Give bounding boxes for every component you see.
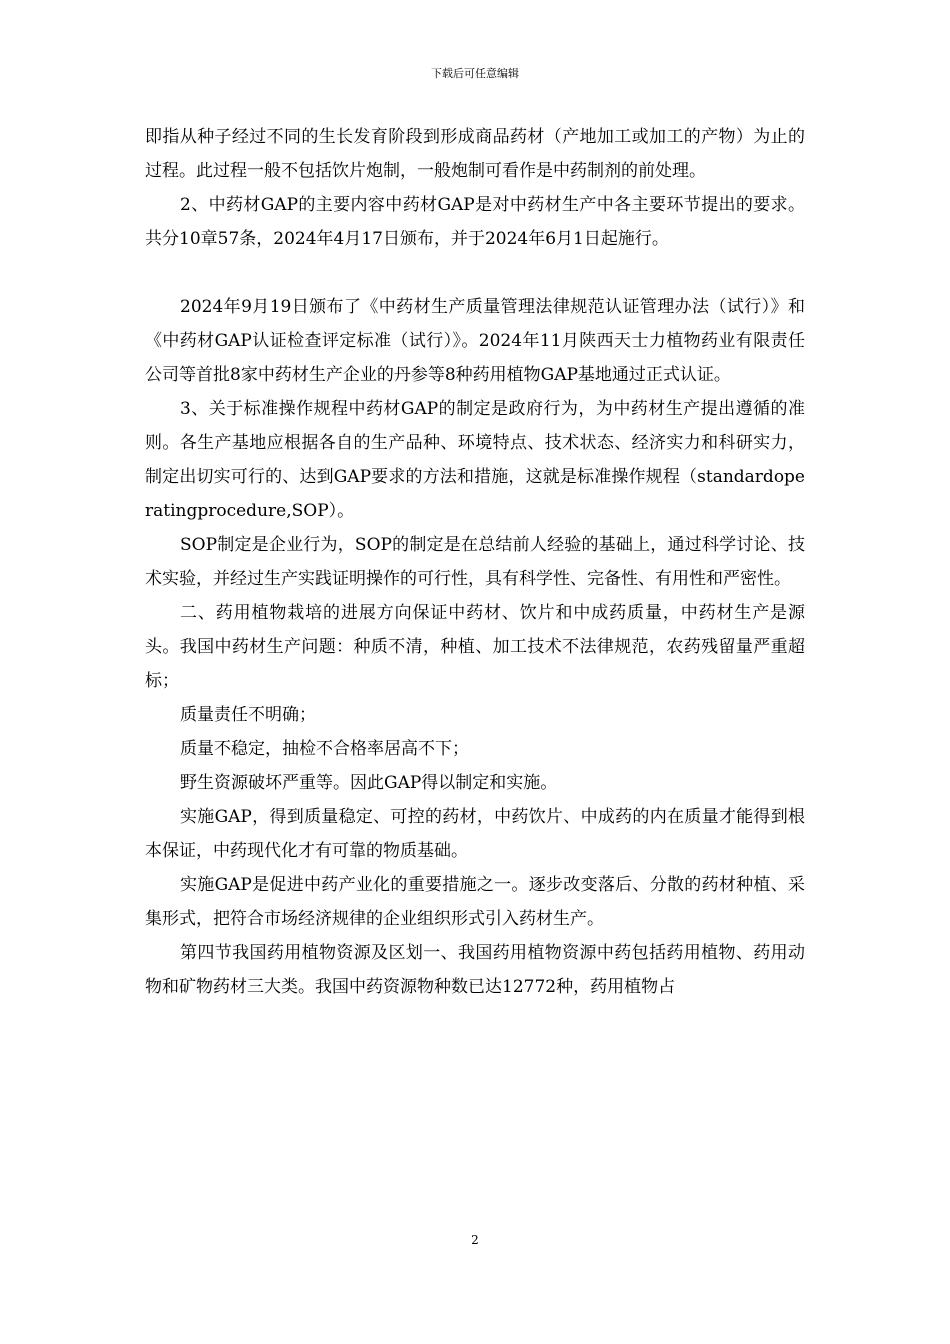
paragraph: 2024年9月19日颁布了《中药材生产质量管理法律规范认证管理办法（试行）》和《中药材GAP认证检查评定标准（试行）》。2024年11月陕西天士力植物药业有限责任公司等首批8家中药材生产企业的丹参等8种药用植物GAP基地通过正式认证。 xyxy=(145,297,805,385)
paragraph: 质量责任不明确； xyxy=(180,705,316,725)
paragraph: 3、关于标准操作规程中药材GAP的制定是政府行为，为中药材生产提出遵循的准则。各生产基地应根据各自的生产品种、环境特点、技术状态、经济实力和科研实力，制定出切实可行的、达到GAP要求的方法和措施，这就是标准操作规程（standardoperatingprocedure,SOP）。 xyxy=(145,399,805,521)
paragraph: 实施GAP是促进中药产业化的重要措施之一。逐步改变落后、分散的药材种植、采集形式，把符合市场经济规律的企业组织形式引入药材生产。 xyxy=(145,875,805,929)
paragraph: 第四节我国药用植物资源及区划一、我国药用植物资源中药包括药用植物、药用动物和矿物药材三大类。我国中药资源物种数已达12772种，药用植物占 xyxy=(145,943,805,997)
page-number: 2 xyxy=(471,1233,479,1247)
paragraph: 二、药用植物栽培的进展方向保证中药材、饮片和中成药质量，中药材生产是源头。我国中药材生产问题：种质不清，种植、加工技术不法律规范，农药残留量严重超标； xyxy=(145,603,805,691)
paragraph: 2、中药材GAP的主要内容中药材GAP是对中药材生产中各主要环节提出的要求。共分10章57条，2024年4月17日颁布，并于2024年6月1日起施行。 xyxy=(145,195,805,249)
page-header: 下载后可任意编辑 xyxy=(431,67,519,80)
paragraph: 质量不稳定，抽检不合格率居高不下； xyxy=(180,739,469,759)
paragraph: 即指从种子经过不同的生长发育阶段到形成商品药材（产地加工或加工的产物）为止的过程。此过程一般不包括饮片炮制，一般炮制可看作是中药制剂的前处理。 xyxy=(145,127,805,181)
paragraph: 实施GAP，得到质量稳定、可控的药材，中药饮片、中成药的内在质量才能得到根本保证，中药现代化才有可靠的物质基础。 xyxy=(145,807,805,861)
paragraph: 野生资源破坏严重等。因此GAP得以制定和实施。 xyxy=(180,773,558,793)
paragraph: SOP制定是企业行为，SOP的制定是在总结前人经验的基础上，通过科学讨论、技术实验，并经过生产实践证明操作的可行性，具有科学性、完备性、有用性和严密性。 xyxy=(145,535,805,589)
document-body xyxy=(145,120,805,1004)
